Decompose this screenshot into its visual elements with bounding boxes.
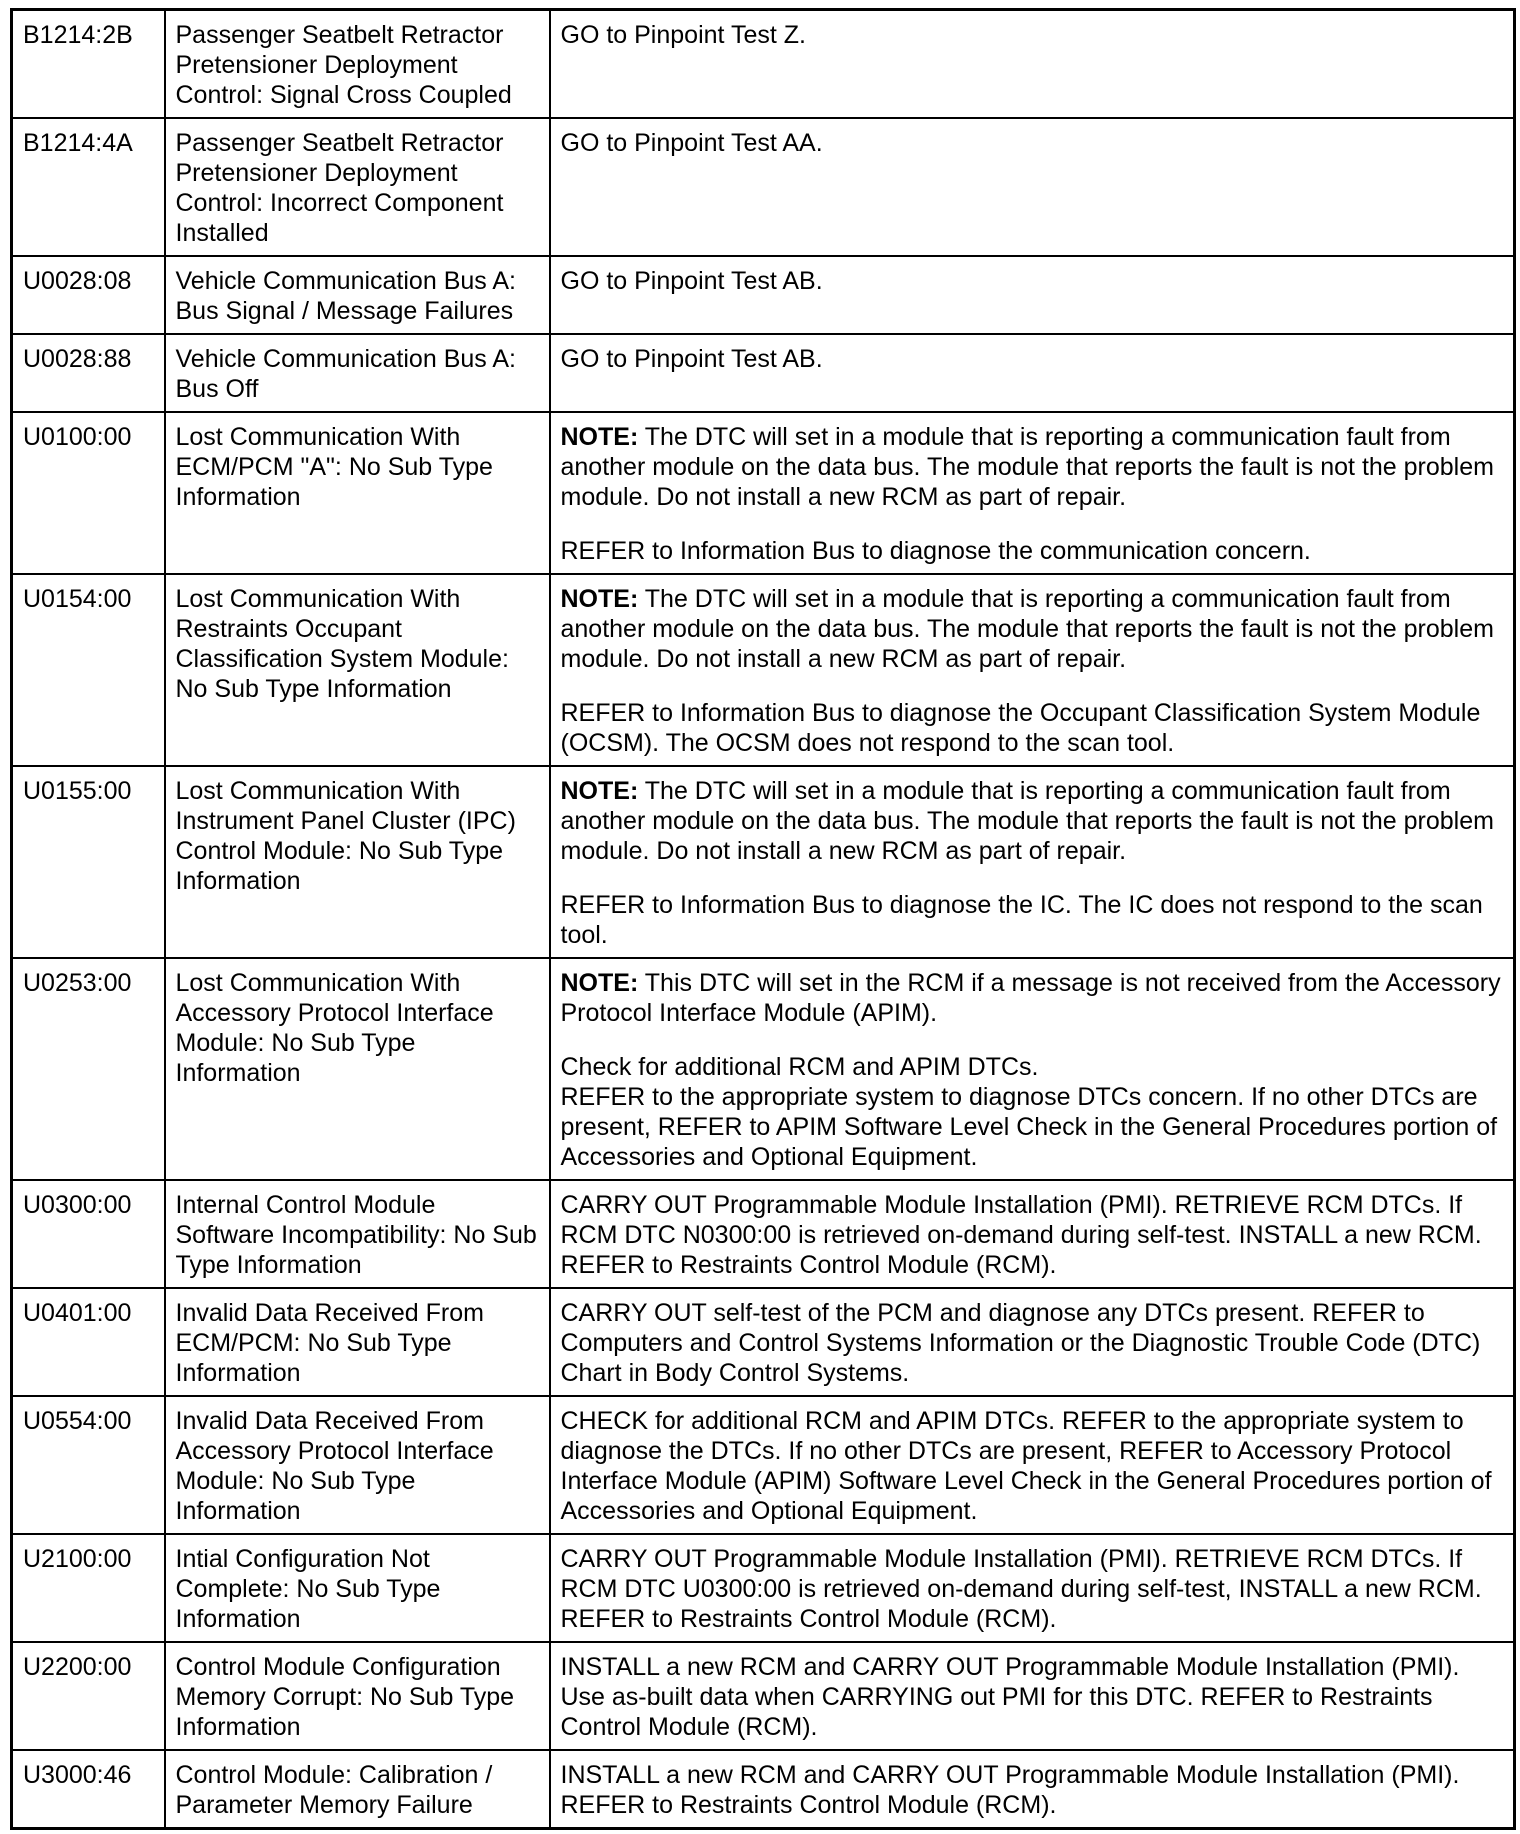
dtc-description-cell: Vehicle Communication Bus A: Bus Signal / Message Failures — [165, 256, 550, 334]
table-row — [12, 1534, 1515, 1642]
dtc-description-cell: Invalid Data Received From Accessory Protocol Interface Module: No Sub Type Information — [165, 1396, 550, 1534]
dtc-table — [10, 8, 1516, 1830]
dtc-action-cell — [550, 1288, 1515, 1396]
action-text: GO to Pinpoint Test Z. — [560, 21, 806, 49]
action-text: INSTALL a new RCM and CARRY OUT Programmable Module Installation (PMI). REFER to Restraints Control Module (RCM). — [560, 1761, 1460, 1819]
table-row — [12, 118, 1515, 256]
dtc-action-cell — [550, 1750, 1515, 1829]
dtc-description-cell: Lost Communication With Restraints Occupant Classification System Module: No Sub Type Information — [165, 574, 550, 766]
action-text: The DTC will set in a module that is reporting a communication fault from another module on the data bus. The module that reports the fault is not the problem module. Do not install a new RCM as part of repair. — [560, 585, 1494, 673]
table-row — [12, 334, 1515, 412]
action-text: GO to Pinpoint Test AB. — [560, 267, 823, 295]
dtc-action-cell — [550, 334, 1515, 412]
action-paragraph — [561, 1760, 1506, 1820]
note-label: NOTE: — [560, 585, 639, 613]
action-text: REFER to Information Bus to diagnose the communication concern. — [560, 537, 1311, 565]
table-row — [12, 1642, 1515, 1750]
table-row — [12, 766, 1515, 958]
dtc-description-cell: Internal Control Module Software Incompatibility: No Sub Type Information — [165, 1180, 550, 1288]
dtc-description-cell: Lost Communication With Accessory Protocol Interface Module: No Sub Type Information — [165, 958, 550, 1180]
dtc-code-cell: U0028:88 — [12, 334, 165, 412]
action-paragraph — [561, 1544, 1506, 1634]
note-label: NOTE: — [560, 423, 639, 451]
dtc-code-cell: B1214:2B — [12, 10, 165, 119]
dtc-description-cell: Lost Communication With ECM/PCM "A": No Sub Type Information — [165, 412, 550, 574]
dtc-code-cell: U0100:00 — [12, 412, 165, 574]
table-row — [12, 256, 1515, 334]
action-text: CARRY OUT self-test of the PCM and diagnose any DTCs present. REFER to Computers and Control Systems Information or the Diagnostic Trouble Code (DTC) Chart in Body Control Systems. — [560, 1299, 1481, 1387]
action-paragraph — [561, 1298, 1506, 1388]
dtc-description-cell: Vehicle Communication Bus A: Bus Off — [165, 334, 550, 412]
dtc-action-cell — [550, 574, 1515, 766]
action-text: CARRY OUT Programmable Module Installation (PMI). RETRIEVE RCM DTCs. If RCM DTC N0300:00 is retrieved on-demand during self-test. INSTALL a new RCM. REFER to Restraints Control Module (RCM). — [560, 1191, 1482, 1279]
dtc-code-cell: U3000:46 — [12, 1750, 165, 1829]
dtc-code-cell: U0300:00 — [12, 1180, 165, 1288]
dtc-code-cell: U0554:00 — [12, 1396, 165, 1534]
action-text: The DTC will set in a module that is reporting a communication fault from another module on the data bus. The module that reports the fault is not the problem module. Do not install a new RCM as part of repair. — [560, 777, 1494, 865]
action-paragraph — [561, 536, 1506, 566]
dtc-description-cell: Control Module Configuration Memory Corrupt: No Sub Type Information — [165, 1642, 550, 1750]
action-text: Check for additional RCM and APIM DTCs. — [560, 1053, 1039, 1081]
action-paragraph — [561, 890, 1506, 950]
dtc-code-cell: U2200:00 — [12, 1642, 165, 1750]
action-paragraph — [561, 1406, 1506, 1526]
table-row — [12, 1180, 1515, 1288]
dtc-action-cell — [550, 118, 1515, 256]
dtc-code-cell: U0028:08 — [12, 256, 165, 334]
action-paragraph — [561, 422, 1506, 512]
action-text: REFER to the appropriate system to diagnose DTCs concern. If no other DTCs are present, REFER to APIM Software Level Check in the General Procedures portion of Accessories and Optional Equipment. — [560, 1083, 1498, 1171]
dtc-code-cell: U0154:00 — [12, 574, 165, 766]
action-paragraph — [561, 698, 1506, 758]
action-text: REFER to Information Bus to diagnose the Occupant Classification System Module (OCSM). The OCSM does not respond to the scan tool. — [560, 699, 1481, 757]
action-paragraph — [561, 266, 1506, 296]
dtc-action-cell — [550, 958, 1515, 1180]
action-text: The DTC will set in a module that is reporting a communication fault from another module on the data bus. The module that reports the fault is not the problem module. Do not install a new RCM as part of repair. — [560, 423, 1494, 511]
dtc-action-cell — [550, 766, 1515, 958]
dtc-code-cell: U0401:00 — [12, 1288, 165, 1396]
dtc-description-cell: Passenger Seatbelt Retractor Pretensioner Deployment Control: Signal Cross Coupled — [165, 10, 550, 119]
action-paragraph — [561, 1052, 1506, 1082]
dtc-action-cell — [550, 1396, 1515, 1534]
dtc-description-cell: Control Module: Calibration / Parameter Memory Failure — [165, 1750, 550, 1829]
table-row — [12, 412, 1515, 574]
table-row — [12, 10, 1515, 119]
note-label: NOTE: — [560, 969, 639, 997]
action-text: CARRY OUT Programmable Module Installation (PMI). RETRIEVE RCM DTCs. If RCM DTC U0300:00 is retrieved on-demand during self-test, INSTALL a new RCM. REFER to Restraints Control Module (RCM). — [560, 1545, 1482, 1633]
dtc-action-cell — [550, 412, 1515, 574]
note-label: NOTE: — [560, 777, 639, 805]
action-paragraph — [561, 776, 1506, 866]
action-text: GO to Pinpoint Test AA. — [560, 129, 823, 157]
dtc-code-cell: B1214:4A — [12, 118, 165, 256]
dtc-action-cell — [550, 1642, 1515, 1750]
dtc-description-cell: Lost Communication With Instrument Panel Cluster (IPC) Control Module: No Sub Type Information — [165, 766, 550, 958]
table-row — [12, 1750, 1515, 1829]
dtc-code-cell: U2100:00 — [12, 1534, 165, 1642]
dtc-action-cell — [550, 1534, 1515, 1642]
action-text: This DTC will set in the RCM if a message is not received from the Accessory Protocol Interface Module (APIM). — [560, 969, 1501, 1027]
action-paragraph — [561, 20, 1506, 50]
table-row — [12, 1288, 1515, 1396]
dtc-action-cell — [550, 10, 1515, 119]
dtc-code-cell: U0155:00 — [12, 766, 165, 958]
action-paragraph — [561, 584, 1506, 674]
action-paragraph — [561, 344, 1506, 374]
action-paragraph — [561, 968, 1506, 1028]
action-paragraph — [561, 1190, 1506, 1280]
action-text: REFER to Information Bus to diagnose the IC. The IC does not respond to the scan tool. — [560, 891, 1483, 949]
action-paragraph — [561, 1652, 1506, 1742]
dtc-description-cell: Passenger Seatbelt Retractor Pretensioner Deployment Control: Incorrect Component Installed — [165, 118, 550, 256]
dtc-code-cell: U0253:00 — [12, 958, 165, 1180]
dtc-description-cell: Intial Configuration Not Complete: No Sub Type Information — [165, 1534, 550, 1642]
table-row — [12, 574, 1515, 766]
action-text: GO to Pinpoint Test AB. — [560, 345, 823, 373]
action-text: CHECK for additional RCM and APIM DTCs. REFER to the appropriate system to diagnose the DTCs. If no other DTCs are present, REFER to Accessory Protocol Interface Module (APIM) Software Level Check in the General Procedures portion of Accessories and Optional Equipment. — [560, 1407, 1492, 1525]
dtc-action-cell — [550, 256, 1515, 334]
action-paragraph — [561, 128, 1506, 158]
table-row — [12, 958, 1515, 1180]
action-paragraph — [561, 1082, 1506, 1172]
dtc-description-cell: Invalid Data Received From ECM/PCM: No Sub Type Information — [165, 1288, 550, 1396]
table-row — [12, 1396, 1515, 1534]
action-text: INSTALL a new RCM and CARRY OUT Programmable Module Installation (PMI). Use as-built data when CARRYING out PMI for this DTC. REFER to Restraints Control Module (RCM). — [560, 1653, 1460, 1741]
dtc-action-cell — [550, 1180, 1515, 1288]
dtc-table-body — [12, 10, 1515, 1829]
